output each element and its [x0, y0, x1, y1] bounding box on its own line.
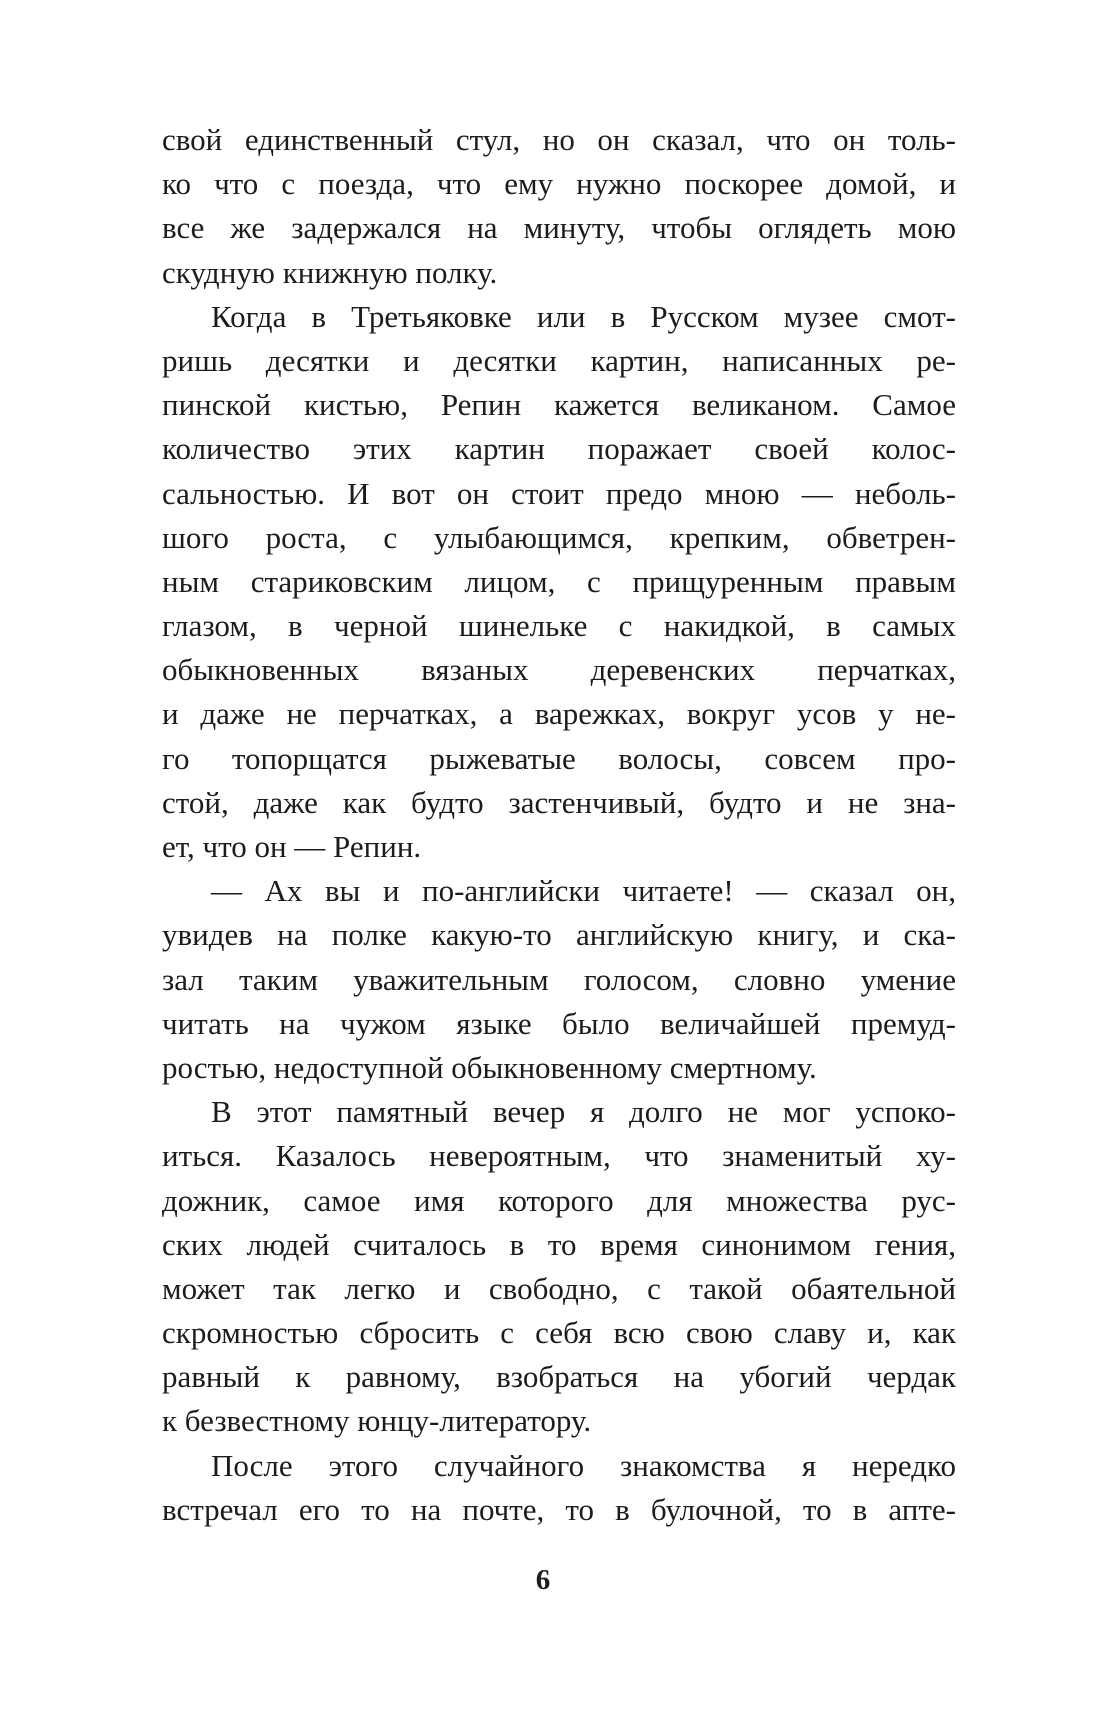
body-text: [162, 118, 956, 1532]
text-line: пинской кистью, Репин кажется великаном. Самое: [162, 387, 956, 423]
paragraph: [162, 118, 956, 295]
text-line: ришь десятки и десятки картин, написанных ре-: [162, 342, 956, 378]
text-line: и даже не перчатках, а варежках, вокруг усов у не-: [162, 696, 956, 732]
text-line: шого роста, с улыбающимся, крепким, обветрен-: [162, 519, 956, 555]
paragraph: [162, 1090, 956, 1444]
text-line: скудную книжную полку.: [162, 254, 498, 290]
text-line: свой единственный стул, но он сказал, что он толь-: [162, 122, 956, 157]
paragraph: [162, 1444, 956, 1532]
paragraph: [162, 295, 956, 869]
text-line: обыкновенных вязаных деревенских перчатках,: [162, 652, 956, 688]
text-line: к безвестному юнцу-литератору.: [162, 1403, 592, 1439]
text-line: количество этих картин поражает своей колос-: [162, 431, 956, 467]
text-line: иться. Казалось невероятным, что знаменитый ху-: [162, 1138, 956, 1174]
text-line: может так легко и свободно, с такой обаятельной: [162, 1270, 956, 1306]
text-line: го топорщатся рыжеватые волосы, совсем про-: [162, 740, 956, 776]
text-line: увидев на полке какую-то английскую книгу, и ска-: [162, 917, 956, 953]
text-line: После этого случайного знакомства я нередко: [211, 1447, 956, 1483]
paragraph: [162, 869, 956, 1090]
text-line: ет, что он — Репин.: [162, 829, 422, 864]
text-line: все же задержался на минуту, чтобы оглядеть мою: [162, 210, 956, 246]
text-line: ко что с поезда, что ему нужно поскорее домой, и: [162, 166, 956, 202]
text-line: скромностью сбросить с себя всю свою славу и, как: [162, 1315, 956, 1351]
text-line: В этот памятный вечер я долго не мог успоко-: [211, 1094, 956, 1130]
text-line: стой, даже как будто застенчивый, будто и не зна-: [162, 784, 956, 820]
text-line: читать на чужом языке было величайшей премуд-: [162, 1005, 956, 1041]
text-line: встречал его то на почте, то в булочной, то в апте-: [162, 1491, 956, 1527]
text-line: — Ах вы и по-английски читаете! — сказал он,: [211, 873, 956, 909]
text-line: ростью, недоступной обыкновенному смертному.: [162, 1049, 817, 1085]
text-line: глазом, в черной шинельке с накидкой, в самых: [162, 608, 956, 644]
text-line: ских людей считалось в то время синонимом гения,: [162, 1226, 956, 1262]
text-line: Когда в Третьяковке или в Русском музее смот-: [211, 298, 956, 334]
text-line: равный к равному, взобраться на убогий чердак: [162, 1359, 956, 1395]
text-line: дожник, самое имя которого для множества рус-: [162, 1182, 956, 1218]
page-number: 6: [535, 1564, 551, 1596]
text-line: зал таким уважительным голосом, словно умение: [162, 961, 956, 997]
text-line: ным стариковским лицом, с прищуренным правым: [162, 563, 956, 599]
text-line: сальностью. И вот он стоит предо мною — неболь-: [162, 475, 956, 511]
